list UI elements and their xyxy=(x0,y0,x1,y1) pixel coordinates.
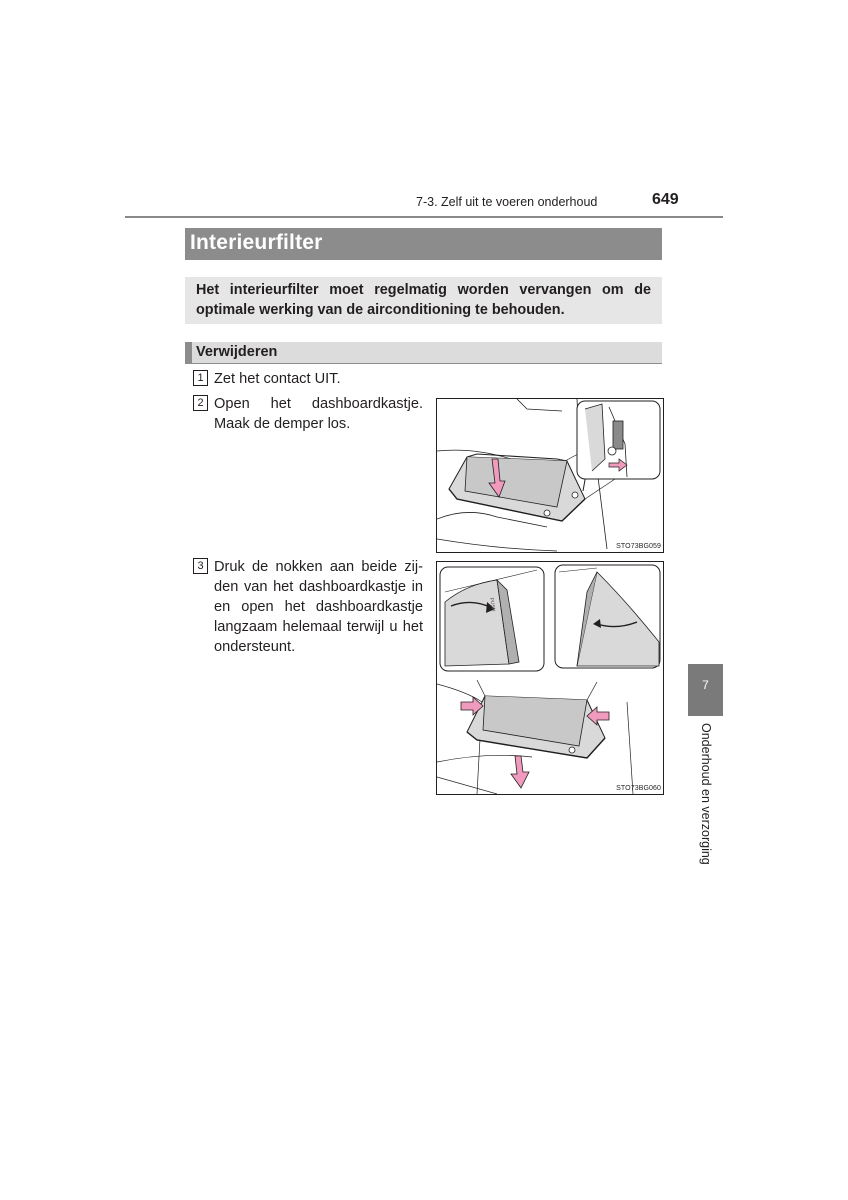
subheading-bar xyxy=(185,342,662,364)
push-label-inset: PUSH xyxy=(488,597,497,613)
running-header-section: 7-3. Zelf uit te voeren onderhoud xyxy=(416,195,598,209)
figure-glovebox-open xyxy=(436,398,664,553)
step-number-1: 1 xyxy=(193,370,208,386)
subheading: Verwijderen xyxy=(196,344,278,360)
glovebox-open-illustration xyxy=(437,399,663,552)
step-number-3: 3 xyxy=(193,558,208,574)
chapter-tab xyxy=(688,664,723,716)
intro-box xyxy=(185,277,662,324)
header-rule xyxy=(125,216,723,218)
chapter-label: Onderhoud en verzorging xyxy=(699,723,713,865)
page-title: Interieurfilter xyxy=(190,231,323,254)
intro-text: Het interieurfilter moet regelmatig worden vervangen om de optimale werking van de airconditioning te behouden. xyxy=(196,282,651,318)
figure-glovebox-stoppers xyxy=(436,561,664,795)
subheading-marker xyxy=(185,342,192,363)
step-number-2: 2 xyxy=(193,395,208,411)
step-text-2: Open het dashboardkastje. Maak de demper los. xyxy=(214,396,423,432)
chapter-number: 7 xyxy=(702,678,709,692)
title-bar xyxy=(185,228,662,260)
step-text-3: Druk de nokken aan beide zij-den van het dashboardkastje in en open het dashboardkastje langzaam helemaal terwijl u het ondersteunt. xyxy=(214,559,423,655)
figure-code-1: STO73BG059 xyxy=(616,543,661,550)
page-number: 649 xyxy=(652,191,679,208)
figure-code-2: STO73BG060 xyxy=(616,785,661,792)
glovebox-stoppers-illustration xyxy=(437,562,663,794)
step-text-1: Zet het contact UIT. xyxy=(214,371,341,387)
